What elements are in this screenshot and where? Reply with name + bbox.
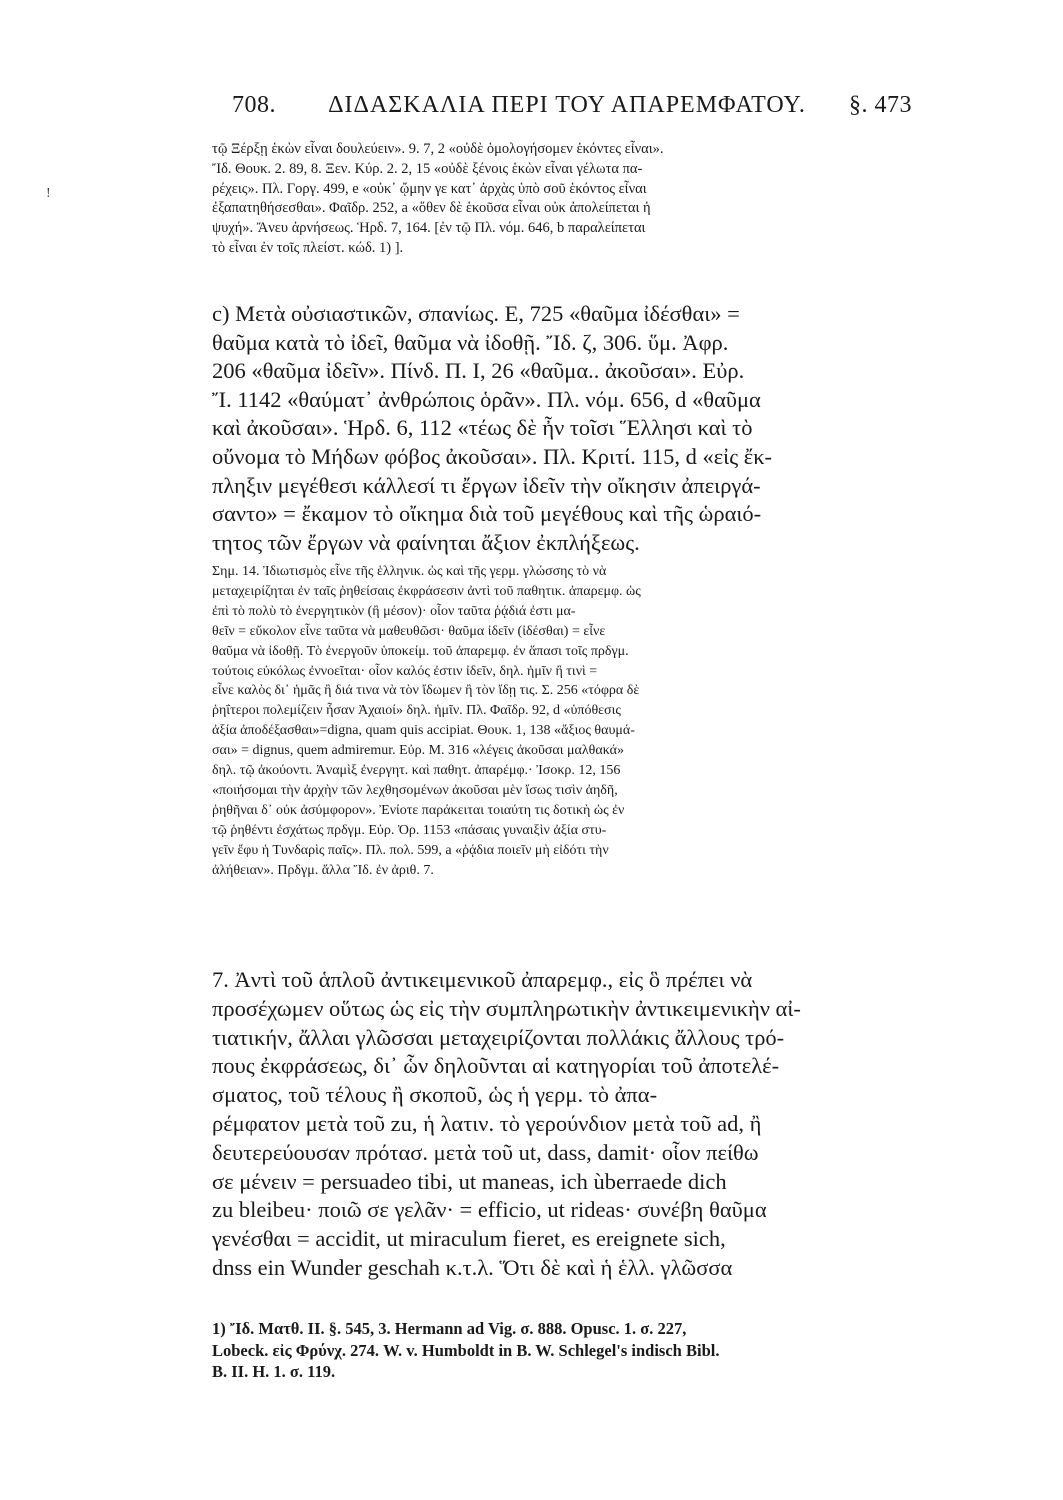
text-line: τούτοις εὐκόλως ἐννοεῖται· οἷον καλός ἐστιν ἰδεῖν, δηλ. ἡμῖν ἢ τινὶ =	[212, 663, 598, 679]
section-number: §. 473	[849, 92, 912, 118]
text-line: ἀλήθειαν». Πρδγμ. ἄλλα Ἴδ. ἐν ἀριθ. 7.	[212, 862, 434, 878]
text-line: σαντο» = ἔκαμον τὸ οἴκημα διὰ τοῦ μεγέθους καὶ τῆς ὡραιό-	[212, 501, 762, 527]
text-line: ρέμφατον μετὰ τοῦ zu, ἡ λατιν. τὸ γερούνδιον μετὰ τοῦ ad, ἢ	[212, 1110, 762, 1136]
text-line: προσέχωμεν οὕτως ὡς εἰς τὴν συμπληρωτικὴν ἀντικειμενικὴν αἰ-	[212, 995, 801, 1021]
text-line: πους ἐκφράσεως, δι᾽ ὧν δηλοῦνται αἱ κατηγορίαι τοῦ ἀποτελέ-	[212, 1053, 780, 1079]
text-line: τὸ εἶναι ἐν τοῖς πλείστ. κώδ. 1) ].	[212, 239, 404, 256]
page-header	[232, 92, 912, 132]
text-line: θαῦμα νὰ ἰδοθῇ. Τὸ ἐνεργοῦν ὑποκείμ. τοῦ ἀπαρεμφ. ἐν ἅπασι τοῖς πρδγμ.	[212, 643, 629, 659]
text-line: δευτερεύουσαν πρότασ. μετὰ τοῦ ut, dass, damit· οἷον πείθω	[212, 1139, 759, 1165]
text-line: δηλ. τῷ ἀκούοντι. Ἀναμὶξ ἐνεργητ. καὶ παθητ. ἀπαρέμφ.· Ἰσοκρ. 12, 156	[212, 763, 621, 779]
text-line: σαι» = dignus, quem admiremur. Εὐρ. Μ. 316 «λέγεις ἀκοῦσαι μαλθακά»	[212, 743, 624, 759]
text-line: σματος, τοῦ τέλους ἢ σκοποῦ, ὡς ἡ γερμ. τὸ ἀπα-	[212, 1082, 658, 1108]
text-line: c) Μετὰ οὐσιαστικῶν, σπανίως. Ε, 725 «θαῦμα ἰδέσθαι» =	[212, 301, 740, 326]
text-line: 7. Ἀντὶ τοῦ ἁπλοῦ ἀντικειμενικοῦ ἀπαρεμφ., εἰς ὃ πρέπει νὰ	[212, 967, 753, 992]
text-line: B. II. H. 1. σ. 119.	[212, 1362, 336, 1381]
text-line: «ποιήσομαι τὴν ἀρχὴν τῶν λεχθησομένων ἀκοῦσαι μὲν ἴσως τισὶν ἀηδῆ,	[212, 782, 618, 798]
footnote	[212, 1318, 912, 1383]
margin-mark: !	[46, 186, 51, 201]
text-line: Lobeck. εἰς Φρύνχ. 274. W. v. Humboldt in B. W. Schlegel's indisch Bibl.	[212, 1340, 720, 1360]
text-line: θαῦμα κατὰ τὸ ἰδεῖ, θαῦμα νὰ ἰδοθῇ. Ἴδ. ζ, 306. ὕμ. Ἀφρ.	[212, 329, 729, 355]
text-line: ἐξαπατηθήσεσθαι». Φαῖδρ. 252, a «ὅθεν δὲ ἑκοῦσα εἶναι οὐκ ἀπολείπεται ἡ	[212, 200, 651, 217]
text-line: ῥηΐτεροι πολεμίζειν ἦσαν Ἀχαιοί» δηλ. ἡμῖν. Πλ. Φαῖδρ. 92, d «ὑπόθεσις	[212, 703, 621, 719]
text-line: Ἴ. 1142 «θαύματ᾽ ἀνθρώποις ὁρᾶν». Πλ. νόμ. 656, d «θαῦμα	[212, 386, 761, 412]
text-line: 1) Ἴδ. Ματθ. II. §. 545, 3. Hermann ad Vig. σ. 888. Opusc. 1. σ. 227,	[212, 1319, 687, 1338]
text-line: ρέχεις». Πλ. Γοργ. 499, e «οὐκ᾽ ᾤμην γε κατ᾽ ἀρχὰς ὑπὸ σοῦ ἑκόντος εἶναι	[212, 180, 647, 197]
text-line: μεταχειρίζηται ἐν ταῖς ῥηθείσαις ἐκφράσεσιν ἀντὶ τοῦ παθητικ. ἀπαρεμφ. ὡς	[212, 583, 641, 599]
text-line: οὔνομα τὸ Μήδων φόβος ἀκοῦσαι». Πλ. Κριτί. 115, d «εἰς ἔκ-	[212, 443, 773, 469]
text-line: τῷ Ξέρξῃ ἑκὼν εἶναι δουλεύειν». 9. 7, 2 «οὐδὲ ὁμολογήσομεν ἑκόντες εἶναι».	[212, 141, 664, 157]
text-line: zu bleibeu· ποιῶ σε γελᾶν· = efficio, ut rideas· συνέβη θαῦμα	[212, 1197, 767, 1223]
text-line: γεῖν ἔφυ ἡ Τυνδαρὶς παῖς». Πλ. πολ. 599, a «ῥᾴδια ποιεῖν μὴ εἰδότι τὴν	[212, 842, 609, 858]
text-line: πληξιν μεγέθεσι κάλλεσί τι ἔργων ἰδεῖν τὴν οἴκησιν ἀπειργά-	[212, 472, 761, 498]
text-line: ψυχή». Ἄνευ ἀρνήσεως. Ἡρδ. 7, 164. [ἐν τῷ Πλ. νόμ. 646, b παραλείπεται	[212, 220, 646, 237]
text-line: ἀξία ἀποδέξασθαι»=digna, quam quis accipiat. Θουκ. 1, 138 «ἄξιος θαυμά-	[212, 723, 635, 739]
text-line: dnss ein Wunder geschah κ.τ.λ. Ὅτι δὲ καὶ ἡ ἑλλ. γλῶσσα	[212, 1254, 733, 1280]
paragraph-c	[212, 300, 912, 557]
text-line: 206 «θαῦμα ἰδεῖν». Πίνδ. Π. Ι, 26 «θαῦμα.. ἀκοῦσαι». Εὐρ.	[212, 358, 745, 384]
text-line: τῷ ῥηθέντι ἐσχάτως πρδγμ. Εὐρ. Ὀρ. 1153 «πάσαις γυναιξὶν ἀξία στυ-	[212, 822, 607, 838]
text-line: Ἴδ. Θουκ. 2. 89, 8. Ξεν. Κύρ. 2. 2, 15 «οὐδὲ ξένοις ἑκὼν εἶναι γέλωτα πα-	[212, 160, 643, 177]
text-line: Σημ. 14. Ἰδιωτισμὸς εἶνε τῆς ἑλληνικ. ὡς καὶ τῆς γερμ. γλώσσης τὸ νὰ	[212, 564, 607, 579]
running-title: ΔΙΔΑΣΚΑΛΙΑ ΠΕΡΙ ΤΟΥ ΑΠΑΡΕΜΦΑΤΟΥ.	[328, 92, 806, 118]
note-14	[212, 562, 912, 881]
text-line: τητος τῶν ἔργων νὰ φαίνηται ἄξιον ἐκπλήξεως.	[212, 529, 640, 555]
text-line: ἐπὶ τὸ πολὺ τὸ ἐνεργητικὸν (ἢ μέσον)· οἷον ταῦτα ῥᾴδιά ἐστι μα-	[212, 603, 576, 619]
text-line: σε μένειν = persuadeo tibi, ut maneas, ich ùberraede dich	[212, 1168, 727, 1194]
text-line: εἶνε καλὸς δι᾽ ἡμᾶς ἢ διά τινα νὰ τὸν ἴδωμεν ἢ τὸν ἴδῃ τις. Σ. 256 «τόφρα δὲ	[212, 683, 640, 699]
page-number: 708.	[232, 92, 276, 118]
paragraph-top	[212, 140, 912, 259]
text-line: ῥηθῆναι δ᾽ οὐκ ἀσύμφορον». Ἐνίοτε παράκειται τοιαύτη τις δοτικὴ ὡς ἐν	[212, 802, 625, 818]
text-line: τιατικήν, ἄλλαι γλῶσσαι μεταχειρίζονται πολλάκις ἄλλους τρό-	[212, 1024, 785, 1050]
text-line: γενέσθαι = accidit, ut miraculum fieret, es ereignete sich,	[212, 1226, 726, 1252]
text-line: θεῖν = εὔκολον εἶνε ταῦτα νὰ μαθευθῶσι· θαῦμα ἰδεῖν (ἰδέσθαι) = εἶνε	[212, 623, 606, 639]
footnote-rule	[212, 1303, 352, 1304]
paragraph-7	[212, 966, 912, 1283]
text-line: καὶ ἀκοῦσαι». Ἡρδ. 6, 112 «τέως δὲ ἦν τοῖσι Ἕλλησι καὶ τὸ	[212, 415, 753, 441]
